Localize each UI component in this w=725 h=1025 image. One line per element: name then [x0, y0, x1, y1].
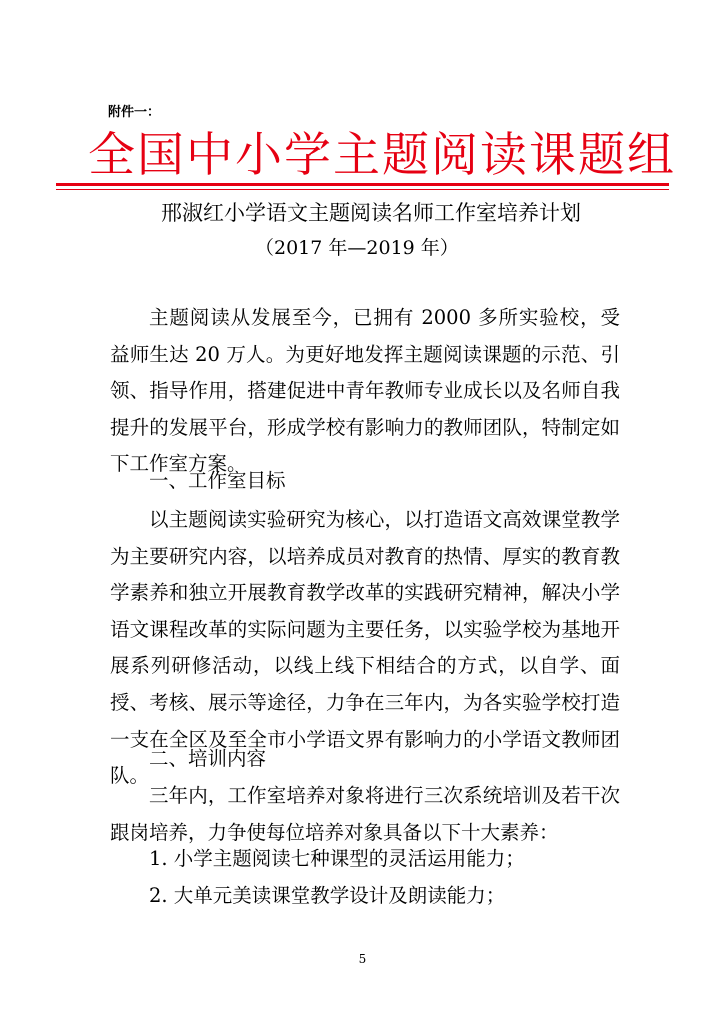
training-paragraph: 三年内，工作室培养对象将进行三次系统培训及若干次跟岗培养，力争使每位培养对象具备以下十大素养：: [110, 784, 620, 844]
letterhead-rule-thin: [56, 189, 669, 190]
section-heading-goals: 一、工作室目标: [149, 469, 286, 492]
list-item: 2. 大单元美读课堂教学设计及朗读能力；: [149, 884, 506, 907]
letterhead-rule-thick: [56, 183, 669, 186]
page-number: 5: [358, 952, 367, 966]
document-title: 邢淑红小学语文主题阅读名师工作室培养计划: [161, 201, 581, 225]
intro-paragraph: 主题阅读从发展至今，已拥有 2000 多所实验校，受益师生达 20 万人。为更好地发挥主题阅读课题的示范、引领、指导作用，搭建促进中青年教师专业成长以及名师自我提升的发展平台，形成学校有影响力的教师团队，特制定如下工作室方案。: [110, 306, 620, 476]
org-letterhead-title: 全国中小学主题阅读课题组: [88, 128, 676, 183]
attachment-label: 附件一：: [108, 105, 161, 120]
list-item: 1. 小学主题阅读七种课型的灵活运用能力；: [149, 847, 525, 870]
document-subtitle: （2017 年—2019 年）: [255, 237, 459, 259]
goals-paragraph: 以主题阅读实验研究为核心，以打造语文高效课堂教学为主要研究内容，以培养成员对教育的热情、厚实的教育教学素养和独立开展教育教学改革的实践研究精神，解决小学语文课程改革的实际问题为主要任务，以实验学校为基地开展系列研修活动，以线上线下相结合的方式，以自学、面授、考核、展示等途径，力争在三年内，为各实验学校打造一支在全区及至全市小学语文界有影响力的小学语文教师团队。: [110, 508, 620, 788]
section-heading-training: 二、培训内容: [149, 747, 267, 770]
